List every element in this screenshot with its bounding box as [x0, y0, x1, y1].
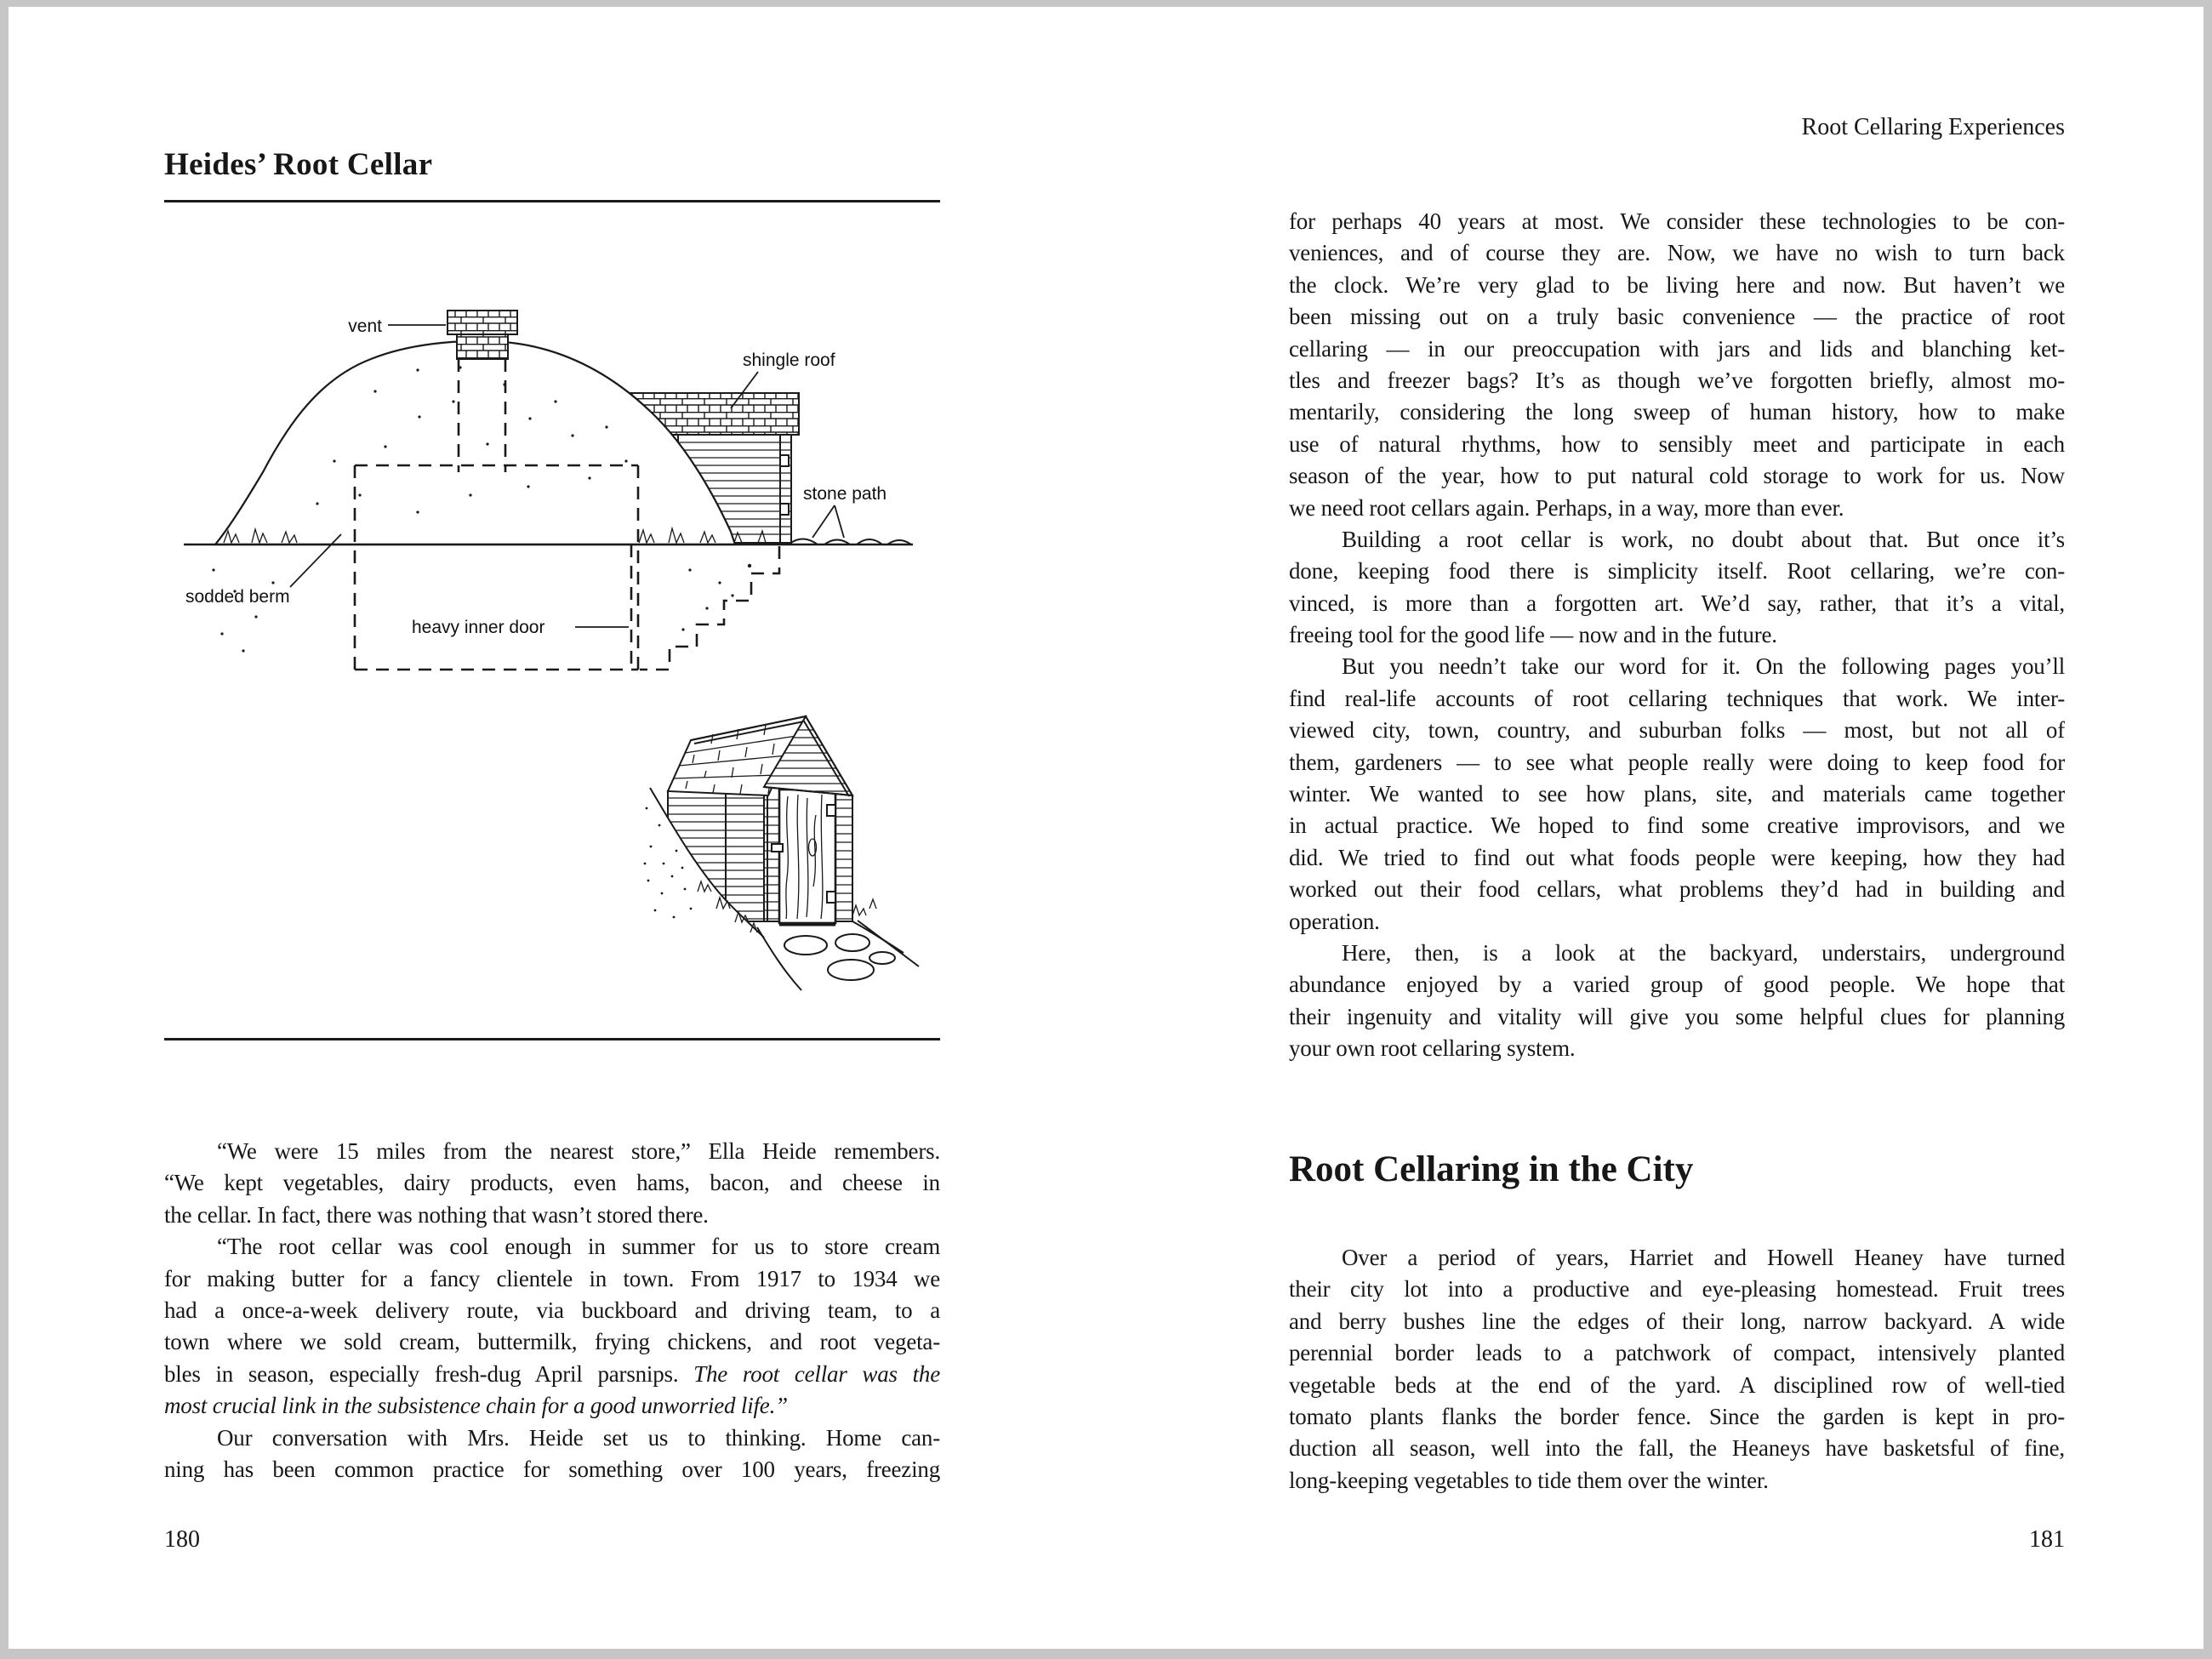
text-segment: worked out their food cellars, what problems they’d had in building and: [1289, 876, 2065, 903]
running-header: Root Cellaring Experiences: [1801, 114, 2065, 140]
root-cellar-entrance-figure: [638, 706, 961, 1012]
text-segment: “We were 15 miles from the nearest store,” Ella Heide remembers.: [217, 1138, 940, 1164]
paragraph: [164, 1136, 940, 1231]
text-line: [1289, 683, 2065, 715]
text-segment: for making butter for a fancy clientele in town. From 1917 to 1934 we: [164, 1265, 940, 1291]
stone-path-label: stone path: [803, 484, 887, 504]
paragraph: [164, 1231, 940, 1422]
text-segment: abundance enjoyed by a varied group of good people. We hope that: [1289, 972, 2065, 998]
text-line: [1289, 237, 2065, 269]
soil-stipple: [212, 564, 751, 653]
text-segment: But you needn’t take our word for it. On the following pages you’ll: [1342, 653, 2065, 680]
text-line: [164, 1200, 940, 1231]
text-segment: Building a root cellar is work, no doubt about that. But once it’s: [1342, 526, 2065, 552]
text-segment: most crucial link in the subsistence chain for a good unworried life.”: [164, 1393, 788, 1419]
text-line: [164, 1231, 940, 1263]
text-line: [1289, 778, 2065, 810]
text-line: [1289, 906, 2065, 938]
right-page-body: [1289, 206, 2065, 1065]
text-line: [1289, 651, 2065, 682]
text-segment: vegetable beds at the end of the yard. A disciplined row of well-tied: [1289, 1371, 2065, 1398]
text-line: [164, 1295, 940, 1326]
text-segment: had a once-a-week delivery route, via buckboard and driving team, to a: [164, 1297, 940, 1323]
text-segment: their ingenuity and vitality will give you some helpful clues for planning: [1289, 1003, 2065, 1029]
text-segment: perennial border leads to a patchwork of compact, intensively planted: [1289, 1340, 2065, 1366]
sodded-berm-label: sodded berm: [185, 587, 290, 607]
text-segment: tomato plants flanks the border fence. Since the garden is kept in pro-: [1289, 1403, 2065, 1429]
door-hinge-icon: [780, 455, 789, 466]
section-body: [1289, 1242, 2065, 1497]
text-line: [1289, 1274, 2065, 1305]
shingle-roof-label: shingle roof: [743, 351, 835, 370]
text-line: [1289, 619, 2065, 651]
text-segment: your own root cellaring system.: [1289, 1035, 1576, 1062]
text-segment: ning has been common practice for something over 100 years, freezing: [164, 1456, 940, 1482]
paragraph: [1289, 524, 2065, 652]
text-segment: Here, then, is a look at the backyard, understairs, underground: [1342, 939, 2065, 966]
text-segment: season of the year, how to put natural cold storage to work for us. Now: [1289, 463, 2065, 489]
text-segment: cellaring — in our preoccupation with jars and lids and blanching ket-: [1289, 335, 2065, 362]
text-line: [1289, 206, 2065, 237]
text-segment: winter. We wanted to see how plans, site, and materials came together: [1289, 781, 2065, 807]
text-segment: duction all season, well into the fall, the Heaneys have basketsful of fine,: [1289, 1435, 2065, 1462]
text-segment: freeing tool for the good life — now and in the future.: [1289, 622, 1777, 648]
text-segment: did. We tried to find out what foods people were keeping, how they had: [1289, 844, 2065, 870]
text-line: [1289, 810, 2065, 841]
text-segment: in actual practice. We hoped to find some creative improvisors, and we: [1289, 812, 2065, 839]
section-heading: Root Cellaring in the City: [1289, 1149, 1694, 1189]
text-line: [1289, 270, 2065, 301]
door-hinge-icon: [827, 892, 835, 903]
door-hinge-icon: [827, 805, 835, 816]
page-left: [164, 0, 940, 1659]
door-latch-icon: [772, 844, 783, 852]
page-right: [1289, 0, 2065, 1659]
text-segment: bles in season, especially fresh-dug April parsnips.: [164, 1360, 694, 1387]
text-line: [1289, 1033, 2065, 1064]
text-segment: and berry bushes line the edges of their long, narrow backyard. A wide: [1289, 1308, 2065, 1334]
text-segment: vinced, is more than a forgotten art. We’d say, rather, that it’s a vital,: [1289, 590, 2065, 616]
text-line: [1289, 1242, 2065, 1274]
text-line: [1289, 301, 2065, 333]
text-segment: find real-life accounts of root cellaring techniques that work. We inter-: [1289, 685, 2065, 711]
paragraph: [1289, 1242, 2065, 1497]
text-line: [164, 1390, 940, 1422]
text-segment: for perhaps 40 years at most. We consider these technologies to be con-: [1289, 208, 2065, 234]
text-line: [1289, 493, 2065, 524]
text-line: [1289, 1370, 2065, 1401]
text-segment: Over a period of years, Harriet and Howell Heaney have turned: [1342, 1245, 2065, 1270]
text-line: [164, 1263, 940, 1295]
heading-rule: [164, 200, 940, 202]
text-line: [164, 1422, 940, 1454]
cellar-steps: [640, 546, 779, 670]
text-segment: their city lot into a productive and eye-pleasing homestead. Fruit trees: [1289, 1276, 2065, 1303]
shed-door: [772, 790, 835, 925]
text-segment: “We kept vegetables, dairy products, even hams, bacon, and cheese in: [164, 1170, 940, 1196]
text-line: [164, 1326, 940, 1358]
sodded-mound: [215, 341, 735, 544]
text-segment: long-keeping vegetables to tide them over the winter.: [1289, 1467, 1769, 1493]
text-line: [1289, 874, 2065, 905]
text-segment: use of natural rhythms, how to sensibly meet and participate in each: [1289, 430, 2065, 457]
text-segment: veniences, and of course they are. Now, we have no wish to turn back: [1289, 240, 2065, 266]
text-line: [1289, 396, 2065, 428]
vent-label: vent: [348, 316, 382, 336]
text-line: [1289, 842, 2065, 874]
root-cellar-cross-section-figure: [162, 289, 938, 689]
grass-right: [852, 899, 876, 915]
text-segment: town where we sold cream, buttermilk, frying chickens, and root vegeta-: [164, 1329, 940, 1355]
text-line: [1289, 1337, 2065, 1369]
text-line: [164, 1454, 940, 1485]
stepping-stones: [757, 921, 919, 990]
text-line: [1289, 1433, 2065, 1464]
left-page-body: [164, 1136, 940, 1485]
text-segment: the clock. We’re very glad to be living here and now. But haven’t we: [1289, 271, 2065, 298]
paragraph: [1289, 206, 2065, 524]
text-line: [1289, 747, 2065, 778]
text-segment: viewed city, town, country, and suburban folks — most, but not all of: [1289, 717, 2065, 744]
text-segment: done, keeping food there is simplicity itself. Root cellaring, we’re con-: [1289, 558, 2065, 584]
heavy-inner-door-label: heavy inner door: [412, 618, 545, 637]
text-line: [1289, 1306, 2065, 1337]
text-segment: them, gardeners — to see what people really were doing to keep food for: [1289, 749, 2065, 775]
text-line: [164, 1167, 940, 1199]
figure-rule: [164, 1038, 940, 1040]
text-line: [1289, 556, 2065, 587]
paragraph: [1289, 651, 2065, 938]
text-line: [1289, 1001, 2065, 1033]
text-line: [1289, 460, 2065, 492]
text-segment: Our conversation with Mrs. Heide set us to thinking. Home can-: [217, 1424, 940, 1451]
text-line: [1289, 715, 2065, 746]
page-number-left: 180: [164, 1526, 200, 1553]
text-line: [1289, 365, 2065, 396]
text-segment: The root cellar was the: [693, 1360, 940, 1387]
text-segment: tles and freezer bags? It’s as though we’ve forgotten briefly, almost mo-: [1289, 367, 2065, 393]
text-segment: mentarily, considering the long sweep of human history, how to make: [1289, 399, 2065, 425]
text-segment: been missing out on a truly basic convenience — the practice of root: [1289, 304, 2065, 330]
paragraph: [1289, 938, 2065, 1065]
chapter-heading: Heides’ Root Cellar: [164, 147, 433, 182]
text-line: [1289, 334, 2065, 365]
page-number-right: 181: [2029, 1526, 2065, 1553]
text-segment: operation.: [1289, 908, 1380, 934]
text-line: [1289, 524, 2065, 556]
door-hinge-icon: [780, 504, 789, 515]
text-line: [1289, 1465, 2065, 1497]
text-line: [1289, 588, 2065, 619]
text-line: [1289, 1401, 2065, 1433]
text-line: [1289, 429, 2065, 460]
paragraph: [164, 1422, 940, 1486]
text-segment: we need root cellars again. Perhaps, in a way, more than ever.: [1289, 494, 1844, 521]
text-line: [1289, 969, 2065, 1001]
text-segment: “The root cellar was cool enough in summer for us to store cream: [217, 1234, 940, 1260]
text-line: [164, 1359, 940, 1390]
text-line: [1289, 938, 2065, 969]
text-segment: the cellar. In fact, there was nothing that wasn’t stored there.: [164, 1201, 709, 1228]
text-line: [164, 1136, 940, 1167]
